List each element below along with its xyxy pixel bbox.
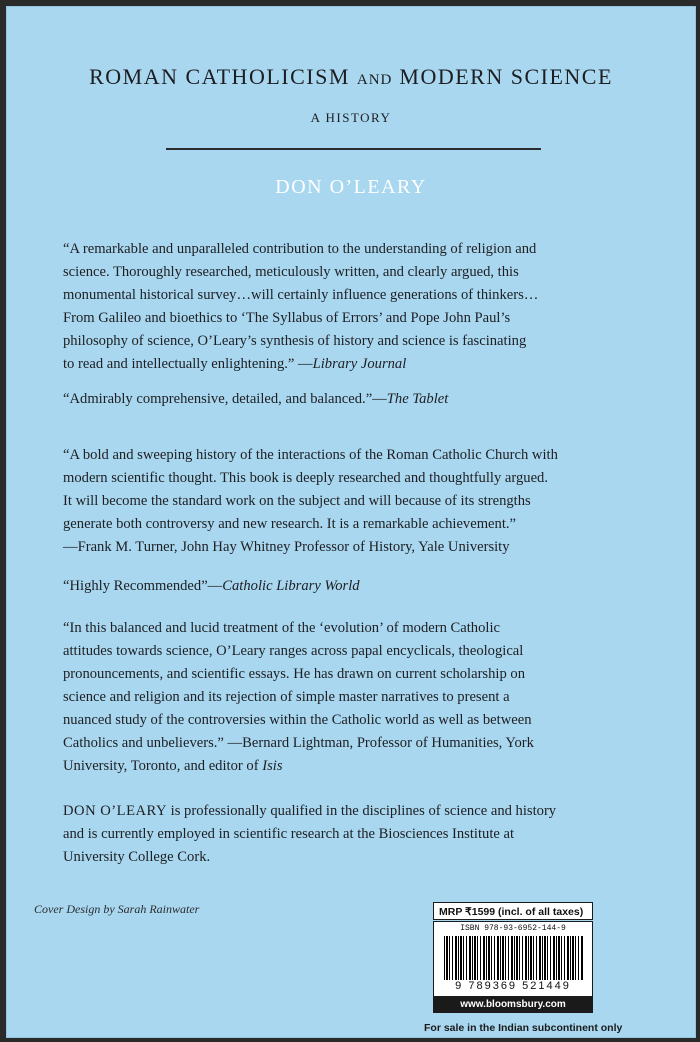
blurb-line: “In this balanced and lucid treatment of the ‘evolution’ of modern Catholic [63, 620, 500, 636]
blurb-line: philosophy of science, O’Leary’s synthesis of history and science is fascinating [63, 333, 527, 349]
blurb-line [63, 388, 623, 411]
bio-text: is professionally qualified in the disciplines of science and history [167, 803, 557, 819]
bio-line [63, 800, 623, 823]
blurb-source: Catholic Library World [222, 578, 360, 594]
book-title [6, 64, 696, 90]
blurb-line: —Frank M. Turner, John Hay Whitney Professor of History, Yale University [63, 539, 510, 555]
blurb-text: “Highly Recommended”— [63, 578, 223, 594]
barcode-number: 9 789369 521449 [455, 980, 571, 992]
book-back-cover [6, 6, 696, 1038]
blurb-library-journal [63, 238, 623, 376]
blurb-line: “A remarkable and unparalleled contribution to the understanding of religion and [63, 241, 537, 257]
blurb-catholic-library [63, 575, 623, 598]
bio-line: University College Cork. [63, 849, 211, 865]
barcode-bars [444, 936, 584, 980]
divider-rule [166, 148, 541, 150]
title-and: AND [356, 72, 393, 88]
isbn-text: ISBN 978-93-6952-144-9 [460, 924, 566, 933]
price-label: MRP ₹1599 (incl. of all taxes) [433, 902, 593, 920]
blurb-line-last [63, 353, 623, 376]
cover-design-credit: Cover Design by Sarah Rainwater [34, 902, 200, 916]
bio-line: and is currently employed in scientific research at the Biosciences Institute at [63, 826, 515, 842]
bio-name: DON O’LEARY [63, 803, 168, 819]
blurb-line: pronouncements, and scientific essays. He has drawn on current scholarship on [63, 666, 526, 682]
sale-note: For sale in the Indian subcontinent only [424, 1022, 623, 1034]
title-part2: MODERN SCIENCE [399, 64, 613, 89]
blurb-line: modern scientific thought. This book is deeply researched and thoughtfully argued. [63, 470, 548, 486]
blurb-source: The Tablet [386, 391, 449, 407]
blurb-text: to read and intellectually enlightening.” — [63, 356, 313, 372]
blurb-line: “A bold and sweeping history of the interactions of the Roman Catholic Church with [63, 447, 558, 463]
book-subtitle: A HISTORY [310, 110, 392, 125]
blurb-line: generate both controversy and new research. It is a remarkable achievement.” [63, 516, 516, 532]
blurb-line-last [63, 755, 623, 778]
blurb-text: University, Toronto, and editor of [63, 758, 259, 774]
blurb-line: It will become the standard work on the subject and will because of its strengths [63, 493, 531, 509]
title-part1: ROMAN CATHOLICISM [89, 64, 350, 89]
blurb-line: attitudes towards science, O’Leary ranges across papal encyclicals, theological [63, 643, 524, 659]
blurb-line [63, 575, 623, 598]
blurb-line: science. Thoroughly researched, meticulously written, and clearly argued, this [63, 264, 519, 280]
blurb-line: nuanced study of the controversies within the Catholic world as well as between [63, 712, 532, 728]
blurb-line: From Galileo and bioethics to ‘The Syllabus of Errors’ and Pope John Paul’s [63, 310, 511, 326]
author-bio [63, 800, 623, 869]
blurb-line: science and religion and its rejection of simple master narratives to present a [63, 689, 510, 705]
blurb-source: Isis [262, 758, 283, 774]
publisher-website: www.bloomsbury.com [433, 997, 593, 1013]
blurb-lightman [63, 617, 623, 778]
blurb-line: Catholics and unbelievers.” —Bernard Lightman, Professor of Humanities, York [63, 735, 534, 751]
blurb-line: monumental historical survey…will certainly influence generations of thinkers… [63, 287, 539, 303]
blurb-text: “Admirably comprehensive, detailed, and balanced.”— [63, 391, 387, 407]
author-name: DON O’LEARY [275, 176, 427, 198]
blurb-source: Library Journal [312, 356, 407, 372]
blurb-turner [63, 444, 623, 559]
blurb-tablet [63, 388, 623, 411]
barcode [433, 921, 593, 997]
